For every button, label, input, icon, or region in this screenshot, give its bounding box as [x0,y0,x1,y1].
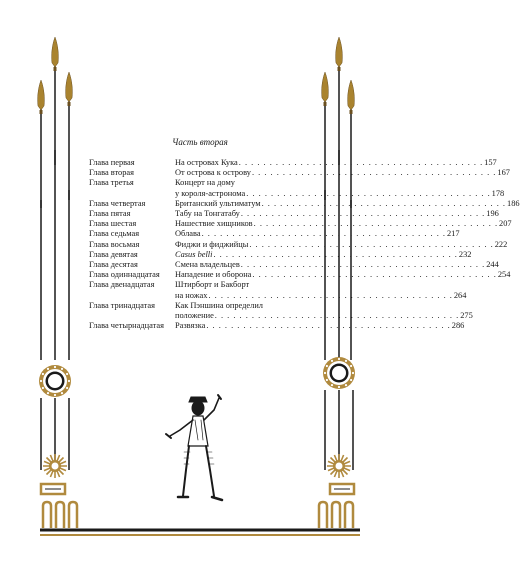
page-number: 157 [484,158,497,167]
chapter-title-line: Табу на Тонгатабу [175,209,240,219]
toc-entry [89,239,508,250]
page-number: 186 [507,198,520,208]
right-medallion [323,357,355,389]
right-base-ornament [319,484,354,528]
left-sun-ornament [43,454,67,478]
leader-dots: . . . . . . . . . . . . . . . . . . . . . . . . . . . . . . . . . . . . . . . . [214,311,460,321]
leader-dots: . . . . . . . . . . . . . . . . . . . . . . . . . . . . . . . . . . . . . . . . [249,239,494,249]
toc-entry [89,229,460,239]
chapter-title-line: От острова к острову [175,168,251,178]
chapter-title-line: Развязка [175,321,206,331]
page-number: 207 [499,219,512,229]
chapter-title-line: Нападение и оборона [175,270,252,280]
table-of-contents [89,158,520,331]
toc-entry [89,209,499,219]
chapter-title-line: Смена владельцев [175,260,240,270]
leader-dots: . . . . . . . . . . . . . . . . . . . . . . . . . . . . . . . . . . . . . . . . [201,229,446,239]
chapter-number: Глава пятая [89,209,131,219]
chapter-title [175,239,508,250]
toc-entry [89,158,497,168]
chapter-title [175,209,499,219]
toc-entry [89,249,472,260]
chapter-title-line: Casus belli [175,249,213,259]
chapter-title [175,321,465,331]
toc-entry [89,168,510,178]
chapter-title [175,198,520,209]
chapter-number: Глава шестая [89,219,137,229]
chapter-title-line: на ножах [175,290,208,300]
leader-dots: . . . . . . . . . . . . . . . . . . . . . . . . . . . . . . . . . . . . . . . . [240,260,486,270]
chapter-title [175,260,499,270]
toc-entry [89,300,473,321]
chapter-number: Глава тринадцатая [89,300,155,310]
leader-dots: . . . . . . . . . . . . . . . . . . . . . . . . . . . . . . . . . . . . . . . . [240,209,486,219]
toc-entry [89,280,467,300]
page-number: 196 [486,209,499,219]
page-number: 232 [458,249,472,259]
leader-dots: . . . . . . . . . . . . . . . . . . . . . . . . . . . . . . . . . . . . . . . . [213,249,458,259]
page-number: 254 [497,270,511,280]
right-sun-ornament [327,454,351,478]
leader-dots: . . . . . . . . . . . . . . . . . . . . . . . . . . . . . . . . . . . . . . . . [246,188,491,198]
chapter-number: Глава вторая [89,168,135,178]
chapter-title-line: у короля-астронома [175,188,246,198]
leader-dots: . . . . . . . . . . . . . . . . . . . . . . . . . . . . . . . . . . . . . . . . [206,321,451,331]
chapter-number: Глава одиннадцатая [89,270,160,280]
chapter-title [175,229,460,239]
bottom-border [40,530,360,535]
chapter-title [175,158,497,168]
chapter-title-line: На островах Кука [175,158,238,167]
chapter-title-line: положение [175,311,214,321]
chapter-title [175,270,511,280]
chapter-number: Глава восьмая [89,239,140,249]
chapter-title-line: Нашествие хищников [175,219,253,229]
left-spear-cluster [38,37,73,360]
chapter-number: Глава третья [89,178,134,188]
leader-dots: . . . . . . . . . . . . . . . . . . . . . . . . . . . . . . . . . . . . . . . . [261,198,506,208]
page-number: 222 [494,239,508,249]
page-number: 275 [460,311,473,321]
chapter-title [175,168,510,178]
page-number: 178 [491,188,505,198]
dancing-figure-illustration [166,395,222,500]
leader-dots: . . . . . . . . . . . . . . . . . . . . . . . . . . . . . . . . . . . . . . . . [208,290,453,300]
chapter-number: Глава девятая [89,249,138,259]
leader-dots: . . . . . . . . . . . . . . . . . . . . . . . . . . . . . . . . . . . . . . . . [252,270,497,280]
page-number: 244 [486,260,499,270]
left-medallion [39,365,71,397]
chapter-number: Глава четырнадцатая [89,321,164,331]
chapter-title-line: Штирборт и Бакборт [175,280,250,290]
chapter-number: Глава седьмая [89,229,140,239]
left-base-ornament [41,484,77,528]
section-heading: Часть вторая [172,137,228,147]
page-number: 264 [453,290,467,300]
toc-entry [89,270,511,280]
chapter-number: Глава первая [89,158,135,167]
chapter-number: Глава десятая [89,260,138,270]
chapter-title [175,249,472,260]
chapter-title [175,280,467,300]
chapter-title-line: Фиджи и фиджийцы [175,239,249,249]
chapter-title-line: Британский ультиматум [175,198,261,208]
chapter-title-line: Облава [175,229,201,239]
leader-dots: . . . . . . . . . . . . . . . . . . . . . . . . . . . . . . . . . . . . . . . . [253,219,499,229]
page-number: 167 [497,168,510,178]
toc-entry [89,321,465,331]
chapter-number: Глава двенадцатая [89,280,155,290]
leader-dots: . . . . . . . . . . . . . . . . . . . . . . . . . . . . . . . . . . . . . . . . [238,158,484,167]
page-number: 217 [446,229,460,239]
page-number: 286 [451,321,465,331]
chapter-title [175,178,505,198]
toc-entry [89,260,499,270]
chapter-title [175,300,473,321]
chapter-title-line: Концерт на дому [175,178,235,188]
toc-entry [89,198,520,209]
toc-entry [89,219,512,229]
chapter-title-line: Как Пэншина определил [175,300,263,310]
toc-entry [89,178,505,198]
leader-dots: . . . . . . . . . . . . . . . . . . . . . . . . . . . . . . . . . . . . . . . . [251,168,497,178]
chapter-title [175,219,512,229]
chapter-number: Глава четвертая [89,198,146,208]
